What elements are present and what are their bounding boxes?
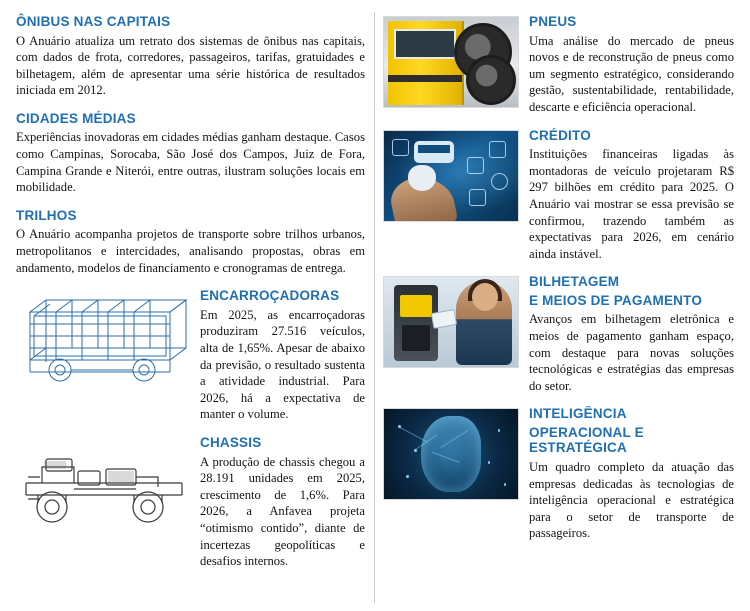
- bus-stripe-shape: [388, 75, 462, 82]
- section-body: Instituições financeiras ligadas às montadoras de veículo projetaram R$ 297 bilhões em crédito para 2025. O Anuário vai mostrar se essa previsão se confirmou, trazendo também as expectativas para 2026, em cenário ainda instável.: [529, 147, 734, 261]
- section-trilhos: [16, 208, 365, 276]
- section-heading: CHASSIS: [200, 435, 262, 451]
- pneus-text: [529, 14, 734, 116]
- bus-window-shape: [394, 29, 456, 59]
- validator-keypad: [402, 325, 430, 351]
- left-column: [16, 14, 365, 601]
- bus-chassis-illustration: [16, 437, 192, 533]
- section-body: Experiências inovadoras em cidades médias ganham destaque. Casos como Campinas, Sorocaba, São José dos Campos, Juiz de Fora, Campina Grande e Niterói, entre outras, ilustram soluções locais em mobilidade.: [16, 130, 365, 195]
- section-heading: ÔNIBUS NAS CAPITAIS: [16, 14, 171, 29]
- finance-icon: [392, 139, 409, 156]
- section-heading: CIDADES MÉDIAS: [16, 110, 136, 126]
- section-heading: TRILHOS: [16, 207, 77, 223]
- finance-icon: [491, 173, 508, 190]
- column-divider: [374, 12, 375, 603]
- section-onibus-nas-capitais: [16, 14, 365, 99]
- network-node: [498, 429, 501, 432]
- ticket-validator-photo: [383, 276, 519, 368]
- section-bilhetagem: [383, 274, 734, 394]
- section-heading: ENCARROÇADORAS: [200, 288, 340, 304]
- section-encarrocadoras: [16, 288, 365, 423]
- money-bag-icon: [408, 165, 436, 191]
- right-column: [383, 14, 734, 601]
- section-body: Em 2025, as encarroçadoras produziram 27.516 veículos, alta de 1,65%. Apesar de abaixo da previsão, o resultado sustenta a atividade industrial. Para 2026, há a expectativa de manter o volume.: [200, 307, 365, 422]
- section-body: O Anuário acompanha projetos de transporte sobre trilhos urbanos, metropolitanos e intercidades, analisando propostas, obras em andamento, modelos de financiamento e cronogramas de entrega.: [16, 227, 365, 275]
- network-node: [488, 461, 491, 464]
- network-node: [406, 475, 409, 478]
- section-heading: BILHETAGEM: [529, 274, 620, 290]
- credit-finance-photo: [383, 130, 519, 222]
- section-credito: [383, 128, 734, 263]
- section-body: Uma análise do mercado de pneus novos e de reconstrução de pneus como um segmento estratégico, considerando gestão, sustentabilidade, rentabilidade, descarte e eficiência operacional.: [529, 33, 734, 114]
- inteligencia-text: [529, 406, 734, 542]
- section-chassis: [16, 435, 365, 570]
- bus-body-wireframe-illustration: [16, 290, 192, 394]
- tire-shape: [466, 55, 516, 105]
- transit-card: [431, 309, 457, 329]
- section-pneus: [383, 14, 734, 116]
- section-cidades-medias: [16, 111, 365, 196]
- credito-text: [529, 128, 734, 263]
- bilhetagem-text: [529, 274, 734, 394]
- section-heading-line2: OPERACIONAL E ESTRATÉGICA: [529, 424, 644, 456]
- finance-icon: [467, 157, 484, 174]
- validator-screen: [400, 295, 432, 317]
- yellow-bus-tire-photo: [383, 16, 519, 108]
- section-heading-line2: E MEIOS DE PAGAMENTO: [529, 292, 703, 308]
- network-node: [504, 483, 507, 486]
- finance-icon: [489, 141, 506, 158]
- section-heading: INTELIGÊNCIA: [529, 406, 627, 422]
- section-heading: CRÉDITO: [529, 127, 591, 143]
- chassis-text: [200, 435, 365, 570]
- encarrocadoras-text: [200, 288, 365, 423]
- section-body: Um quadro completo da atuação das empresas dedicadas às tecnologias de inteligência operacional e estratégica para o setor de transporte de passageiros.: [529, 459, 734, 541]
- section-body: O Anuário atualiza um retrato dos sistemas de ônibus nas capitais, com dados de frota, corredores, passageiros, tarifas, gratuidades e bilhetagem, além de apresentar uma série histórica de resultados iniciada em 2012.: [16, 33, 365, 98]
- section-heading: PNEUS: [529, 14, 577, 29]
- section-body: Avanços em bilhetagem eletrônica e meios de pagamento ganham espaço, com destaque para novas soluções tecnológicas e estratégias das empresas do setor.: [529, 312, 734, 393]
- section-body: A produção de chassis chegou a 28.191 unidades em 2025, crescimento de 1,6%. Para 2026, a Anfavea projeta “otimismo contido”, diante de incertezas geopolíticas e desafios internos.: [200, 454, 365, 569]
- bus-icon: [414, 141, 454, 163]
- validator-device: [394, 285, 438, 361]
- ai-face-network-photo: [383, 408, 519, 500]
- ai-face-shape: [421, 416, 481, 492]
- section-inteligencia: [383, 406, 734, 542]
- finance-icon: [469, 189, 486, 206]
